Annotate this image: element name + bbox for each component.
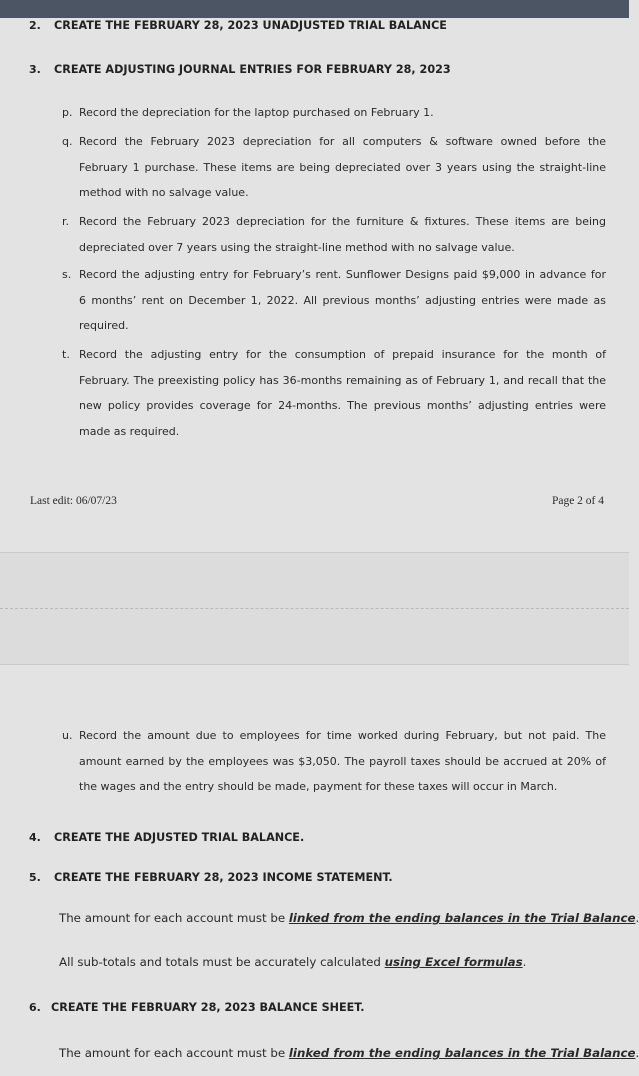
section-5-title: CREATE THE FEBRUARY 28, 2023 INCOME STATEMENT. — [54, 871, 393, 884]
note-text: The amount for each account must be — [59, 1046, 289, 1060]
item-u-line: Record the amount due to employees for time worked during February, but not paid. The — [79, 729, 606, 742]
list-item-s — [62, 262, 606, 339]
note-text: All sub-totals and totals must be accurately calculated — [59, 955, 385, 969]
section-4-title: CREATE THE ADJUSTED TRIAL BALANCE. — [54, 831, 305, 844]
section-5-number: 5. — [29, 871, 41, 884]
item-t-line: new policy provides coverage for 24-months. The previous months’ adjusting entries were — [79, 399, 606, 412]
excel-formulas-note — [59, 955, 526, 969]
item-u-line: the wages and the entry should be made, payment for these taxes will occur in March. — [79, 780, 558, 793]
section-3-number: 3. — [29, 63, 41, 76]
section-2-number: 2. — [29, 19, 41, 32]
list-item-t — [62, 342, 606, 444]
linked-balances-note-2 — [59, 1046, 639, 1060]
note-text: The amount for each account must be — [59, 911, 289, 925]
item-s-line: required. — [79, 319, 129, 332]
item-r-line: depreciated over 7 years using the straight-line method with no salvage value. — [79, 240, 515, 254]
page-break — [0, 553, 629, 664]
linked-balances-note — [59, 911, 639, 925]
item-u-line: amount earned by the employees was $3,050. The payroll taxes should be accrued at 20% of — [79, 754, 606, 768]
item-s-label: s. — [62, 268, 72, 281]
item-q-label: q. — [62, 135, 73, 148]
list-item-p — [62, 100, 606, 126]
item-r-line: Record the February 2023 depreciation for the furniture & fixtures. These items are being — [79, 215, 606, 228]
item-p-line: Record the depreciation for the laptop purchased on February 1. — [79, 106, 434, 119]
item-t-line: Record the adjusting entry for the consumption of prepaid insurance for the month of — [79, 348, 606, 361]
note-emphasis: linked from the ending balances in the Trial Balance — [288, 1046, 636, 1060]
item-t-line: made as required. — [79, 424, 180, 438]
list-item-r — [62, 209, 606, 260]
note-emphasis: linked from the ending balances in the Trial Balance — [288, 911, 636, 925]
page-divider — [0, 608, 629, 609]
item-r-label: r. — [62, 215, 70, 228]
list-item-q — [62, 129, 606, 206]
section-4-number: 4. — [29, 831, 41, 844]
section-3-title: CREATE ADJUSTING JOURNAL ENTRIES FOR FEBRUARY 28, 2023 — [54, 63, 451, 76]
item-p-label: p. — [62, 106, 73, 119]
note-emphasis: using Excel formulas — [384, 955, 523, 969]
top-bar — [0, 0, 629, 18]
last-edit-date: Last edit: 06/07/23 — [30, 495, 117, 507]
item-s-line: Record the adjusting entry for February’s rent. Sunflower Designs paid $9,000 in advance for — [79, 268, 606, 281]
section-6-title: CREATE THE FEBRUARY 28, 2023 BALANCE SHEET. — [51, 1001, 365, 1014]
section-6-number: 6. — [29, 1001, 41, 1014]
item-s-line: 6 months’ rent on December 1, 2022. All previous months’ adjusting entries were made as — [79, 293, 606, 307]
item-q-line: method with no salvage value. — [79, 186, 249, 199]
note-period: . — [635, 911, 639, 925]
item-t-line: February. The preexisting policy has 36-months remaining as of February 1, and recall that the — [79, 373, 606, 387]
item-t-label: t. — [62, 348, 70, 361]
page-number: Page 2 of 4 — [551, 495, 604, 507]
note-period: . — [635, 1046, 639, 1060]
item-q-line: February 1 purchase. These items are being depreciated over 3 years using the straight-line — [79, 160, 606, 174]
item-u-label: u. — [62, 729, 73, 742]
list-item-u — [62, 723, 606, 800]
item-q-line: Record the February 2023 depreciation for all computers & software owned before the — [79, 135, 606, 148]
section-2-title: CREATE THE FEBRUARY 28, 2023 UNADJUSTED TRIAL BALANCE — [54, 19, 447, 32]
note-period: . — [522, 955, 527, 969]
